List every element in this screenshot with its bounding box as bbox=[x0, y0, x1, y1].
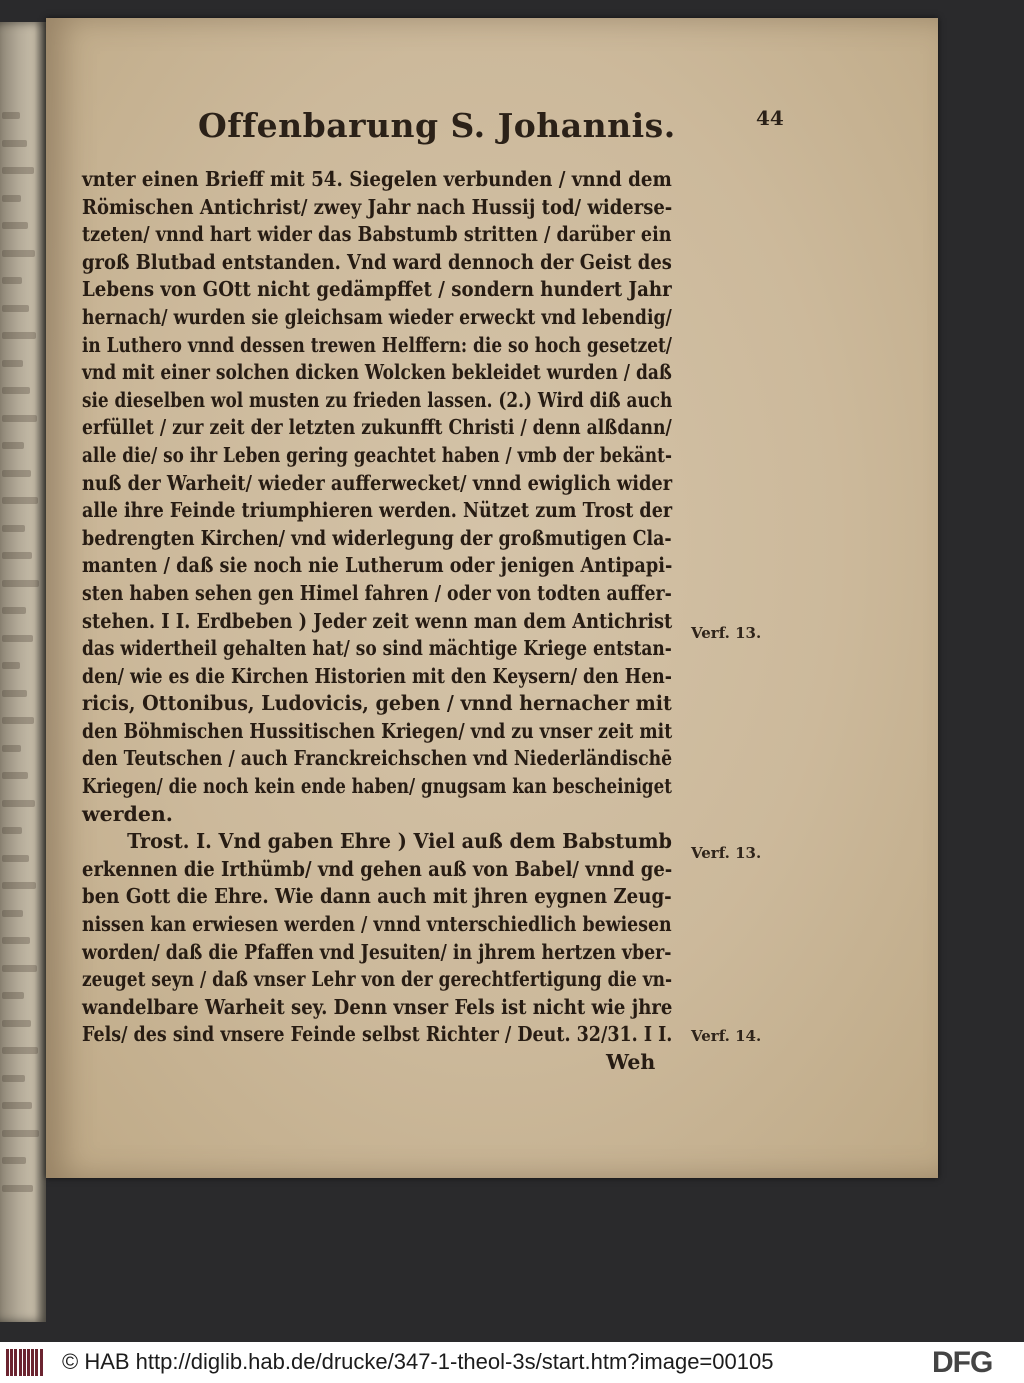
dfg-logo: DFG bbox=[932, 1346, 993, 1379]
previous-page-text-trace bbox=[2, 635, 33, 642]
previous-page-text-trace bbox=[2, 497, 38, 504]
previous-page-text-trace bbox=[2, 800, 35, 807]
previous-page-text-trace bbox=[2, 717, 34, 724]
previous-page-text-trace bbox=[2, 415, 37, 422]
previous-page-text-trace bbox=[2, 772, 28, 779]
previous-page-text-trace bbox=[2, 855, 29, 862]
previous-page-text-trace bbox=[2, 552, 32, 559]
text-line: in Luthero vnnd dessen trewen Helffern: die so hoch gesetzet/ bbox=[82, 332, 672, 357]
previous-page-text-trace bbox=[2, 112, 20, 119]
margin-note: Verf. 13. bbox=[691, 624, 762, 642]
logo-stripe bbox=[19, 1349, 22, 1376]
text-line: Lebens von GOtt nicht gedämpffet / sondern hundert Jahr bbox=[82, 277, 672, 302]
previous-page-text-trace bbox=[2, 882, 36, 889]
text-line: nuß der Warheit/ wieder aufferwecket/ vnnd ewiglich wider bbox=[82, 470, 673, 495]
margin-note: Verf. 13. bbox=[691, 844, 762, 862]
text-line: den Böhmischen Hussitischen Kriegen/ vnd zu vnser zeit mit bbox=[82, 718, 673, 743]
previous-page-text-trace bbox=[2, 222, 28, 229]
text-line: den Teutschen / auch Franckreichschen vnd Niederländischē bbox=[82, 746, 673, 771]
text-line: vnter einen Brieff mit 54. Siegelen verbunden / vnnd dem bbox=[82, 167, 672, 191]
text-line: sten haben sehen gen Himel fahren / oder von todten auffer- bbox=[82, 580, 672, 605]
hab-logo-icon bbox=[6, 1349, 44, 1376]
previous-page-text-trace bbox=[2, 195, 21, 202]
previous-page-text-trace bbox=[2, 470, 31, 477]
previous-page-text-trace bbox=[2, 937, 30, 944]
previous-page-text-trace bbox=[2, 305, 29, 312]
body-text bbox=[82, 166, 673, 1077]
logo-stripe bbox=[23, 1349, 26, 1376]
footer-bar bbox=[0, 1342, 1024, 1383]
previous-page-text-trace bbox=[2, 607, 26, 614]
running-head bbox=[46, 100, 938, 150]
previous-page-text-trace bbox=[2, 277, 22, 284]
previous-page-edge bbox=[0, 22, 46, 1322]
previous-page-text-trace bbox=[2, 1102, 32, 1109]
logo-stripe bbox=[14, 1349, 17, 1376]
text-line: manten / daß sie noch nie Lutherum oder jenigen Antipapi- bbox=[82, 553, 673, 578]
previous-page-text-trace bbox=[2, 1157, 26, 1164]
text-line: erkennen die Irthümb/ vnd gehen auß von Babel/ vnnd ge- bbox=[82, 856, 673, 881]
text-line: worden/ daß die Pfaffen vnd Jesuiten/ in jhrem hertzen vber- bbox=[82, 939, 672, 964]
previous-page-text-trace bbox=[2, 827, 22, 834]
text-line: den/ wie es die Kirchen Historien mit den Keysern/ den Hen- bbox=[82, 663, 672, 688]
logo-stripe bbox=[6, 1349, 9, 1376]
previous-page-text-trace bbox=[2, 690, 27, 697]
previous-page-text-trace bbox=[2, 580, 39, 587]
previous-page-text-trace bbox=[2, 662, 20, 669]
text-line: alle ihre Feinde triumphieren werden. Nützet zum Trost der bbox=[82, 498, 673, 523]
text-line: ben Gott die Ehre. Wie dann auch mit jhren eygnen Zeug- bbox=[82, 884, 672, 909]
previous-page-text-trace bbox=[2, 745, 21, 752]
text-line: erfüllet / zur zeit der letzten zukunfft Christi / denn alßdann/ bbox=[82, 415, 672, 440]
previous-page-text-trace bbox=[2, 1130, 39, 1137]
previous-page-text-trace bbox=[2, 140, 27, 147]
text-line: hernach/ wurden sie gleichsam wieder erweckt vnd lebendig/ bbox=[82, 304, 672, 329]
logo-stripe bbox=[40, 1349, 43, 1376]
page-content bbox=[46, 18, 938, 1178]
running-title: Offenbarung S. Johannis. bbox=[198, 106, 676, 145]
text-line: wandelbare Warheit sey. Denn vnser Fels ist nicht wie jhre bbox=[82, 994, 673, 1019]
text-line: nissen kan erwiesen werden / vnnd vnterschiedlich bewiesen bbox=[82, 912, 672, 937]
previous-page-text-trace bbox=[2, 442, 24, 449]
previous-page-text-trace bbox=[2, 360, 23, 367]
text-line: sie dieselben wol musten zu frieden lassen. (2.) Wird diß auch bbox=[82, 387, 673, 412]
logo-stripe bbox=[10, 1349, 13, 1376]
previous-page-text-trace bbox=[2, 332, 36, 339]
copyright-link[interactable]: © HAB http://diglib.hab.de/drucke/347-1-theol-3s/start.htm?image=00105 bbox=[62, 1349, 774, 1374]
previous-page-text-trace bbox=[2, 992, 24, 999]
text-line: werden. bbox=[82, 801, 173, 826]
page-number: 44 bbox=[756, 106, 784, 130]
previous-page-text-trace bbox=[2, 250, 35, 257]
logo-stripe bbox=[27, 1349, 30, 1376]
previous-page-text-trace bbox=[2, 1075, 25, 1082]
text-line: Römischen Antichrist/ zwey Jahr nach Hussij tod/ widerse- bbox=[82, 194, 673, 219]
previous-page-text-trace bbox=[2, 387, 30, 394]
text-line: alle die/ so ihr Leben gering geachtet haben / vmb der bekänt- bbox=[82, 442, 672, 467]
margin-note: Verf. 14. bbox=[691, 1027, 762, 1045]
text-line: Trost. I. Vnd gaben Ehre ) Viel auß dem Babstumb bbox=[127, 829, 673, 854]
text-line: zeuget seyn / daß vnser Lehr von der gerechtfertigung die vn- bbox=[82, 967, 673, 992]
catchword: Weh bbox=[606, 1050, 656, 1074]
previous-page-text-trace bbox=[2, 167, 34, 174]
previous-page-text-trace bbox=[2, 1185, 33, 1192]
previous-page-text-trace bbox=[2, 1047, 38, 1054]
previous-page-text-trace bbox=[2, 910, 23, 917]
text-line: bedrengten Kirchen/ vnd widerlegung der großmutigen Cla- bbox=[82, 525, 672, 550]
text-line: Fels/ des sind vnsere Feinde selbst Richter / Deut. 32/31. I I. bbox=[82, 1022, 673, 1047]
text-line: Kriegen/ die noch kein ende haben/ gnugsam kan bescheiniget bbox=[82, 774, 672, 799]
previous-page-text-trace bbox=[2, 1020, 31, 1027]
book-page bbox=[46, 18, 938, 1178]
text-line: vnd mit einer solchen dicken Wolcken bekleidet wurden / daß bbox=[82, 360, 672, 385]
logo-stripe bbox=[35, 1349, 38, 1376]
text-line: stehen. I I. Erdbeben ) Jeder zeit wenn man dem Antichrist bbox=[82, 608, 673, 633]
previous-page-text-trace bbox=[2, 965, 37, 972]
text-line: ricis, Ottonibus, Ludovicis, geben / vnnd hernacher mit bbox=[82, 691, 672, 716]
text-line: groß Blutbad entstanden. Vnd ward dennoch der Geist des bbox=[82, 249, 672, 274]
text-line: tzeten/ vnnd hart wider das Babstumb stritten / darüber ein bbox=[82, 222, 672, 247]
text-line: das widertheil gehalten hat/ so sind mächtige Kriege entstan- bbox=[82, 636, 672, 661]
previous-page-text-trace bbox=[2, 525, 25, 532]
logo-stripe bbox=[31, 1349, 34, 1376]
